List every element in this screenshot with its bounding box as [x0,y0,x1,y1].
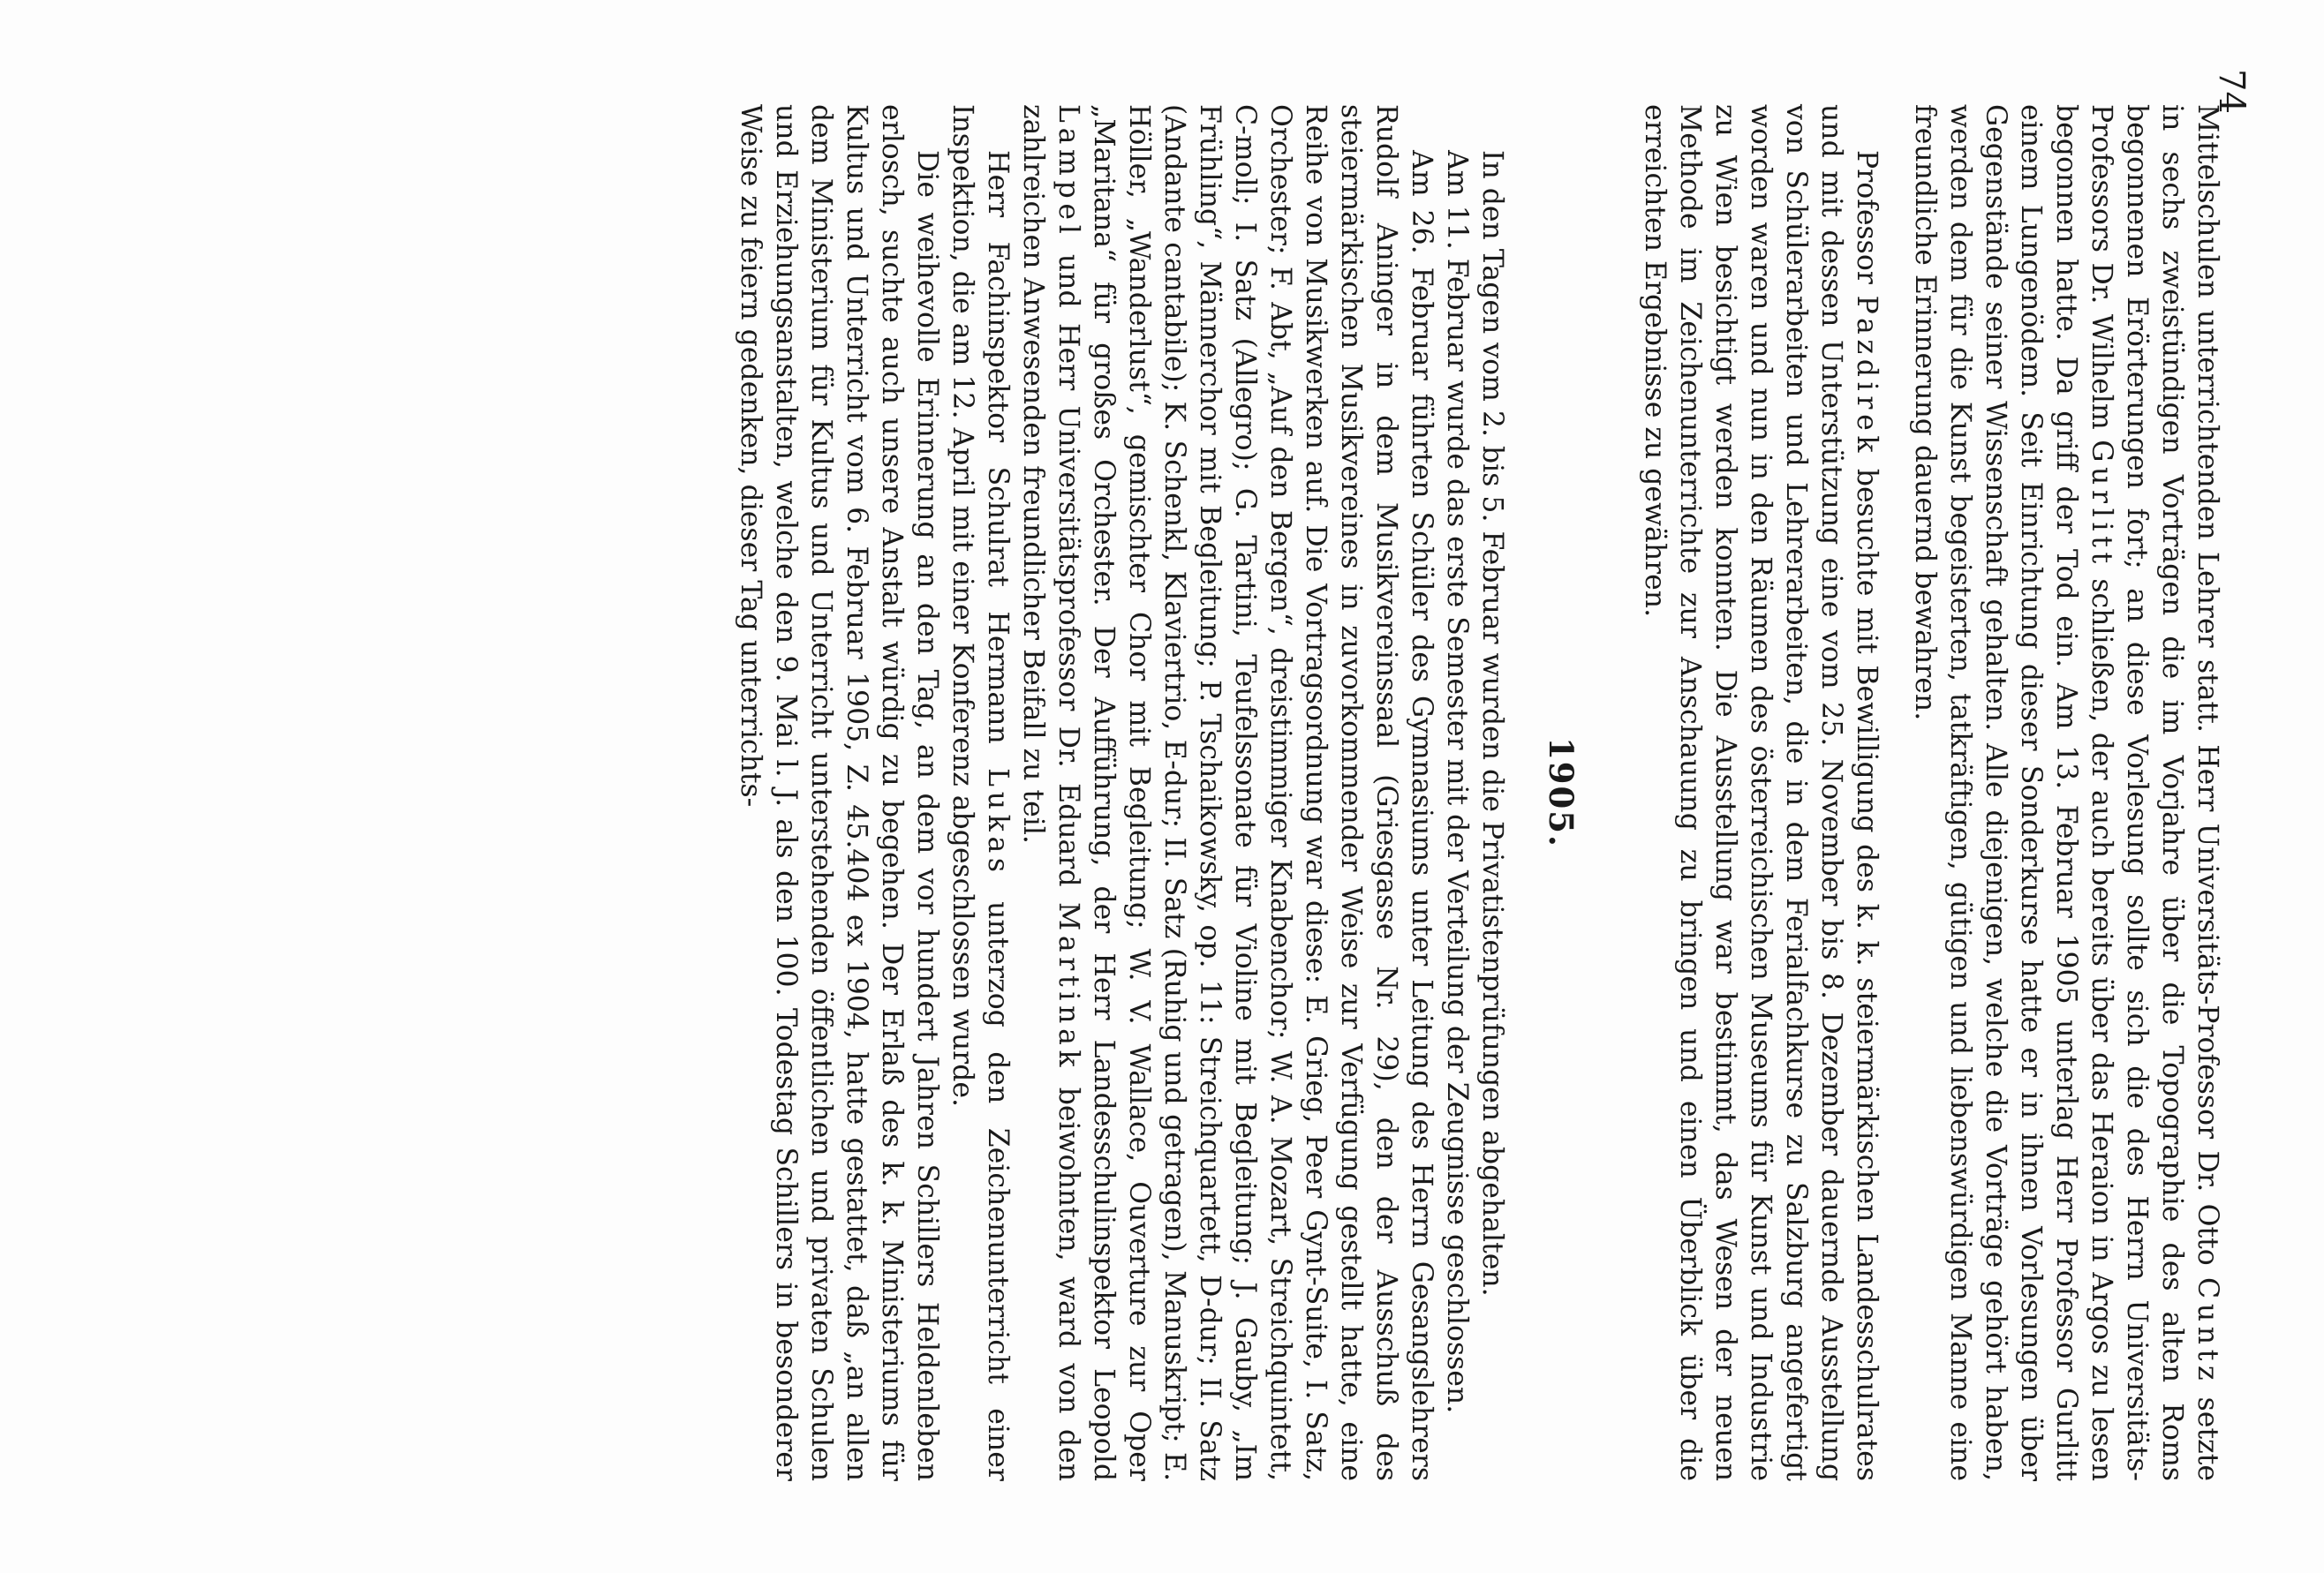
paragraph-text: unterzog den Zeichenunterricht einer Inspektion, die am 12. April mit einer Konferenz abgeschlossen wurde. [947,104,1014,1481]
spaced-name-martinak: Martinak [1053,901,1084,1072]
spaced-name-gurlitt: Gurlitt [2086,440,2117,568]
paragraph-text: Mittelschulen unterrichtenden Lehrer statt. Herr Universitäts-Professor Dr. Otto [2192,104,2223,1278]
year-heading: 1905. [1542,737,1581,848]
spaced-name-lukas: Lukas [982,768,1014,877]
paragraph-gap [1884,104,1907,1481]
paragraph-schiller: Die weihevolle Erinnerung an den Tag, an dem vor hundert Jahren Schillers Heldenleben erlosch, suchte auch unsere Anstalt würdig zu begehen. Der Erlaß des k. k. Ministeriums für Kultus und Unterricht vom 6. Februar 1905, Z. 45.404 ex 1904, hatte gestattet, daß „an allen dem Ministerium für Kultus und Unterricht unterstehenden öffentlichen und privaten Schulen und Erziehungsanstalten, welche den 9. Mai l. J. als den 100. Todestag Schillers in besonderer Weise zu feiern gedenken, dieser Tag unterrichts- [735,104,943,1481]
paragraph-text: Am 26. Februar führten Schüler des Gymnasiums unter Leitung des Herrn Gesangslehrers Rudolf Aninger in dem Musikvereinssaal (Griesgasse Nr. 29), den der Ausschuß des steiermärkischen Musikvereines in zuvorkommender Weise zur Verfügung gestellt hatte, eine Reihe von Musikwerken auf. Die Vortragsordnung war diese: E. Grieg, Peer Gynt-Suite, I. Satz, Orchester; F. Abt, „Auf den Bergen“, dreistimmiger Knabenchor; W. A. Mozart, Streichquintett, C-moll; I. Satz (Allegro); G. Tartini, Teufelssonate für Violine mit Begleitung; J. Gauby, „Im Frühling“, Männerchor mit Begleitung; P. Tschaikowsky, op. 11: Streichquartett, D-dur; II. Satz (Andante cantabile); K. Schenkl, Klaviertrio, E-dur; II. Satz (Ruhig und getragen), Manuskript; E. Höller, „Wanderlust“, gemischter Chor mit Begleitung; W. V. Wallace, Ouverture zur Oper „Maritana“ für großes Orchester. Der Aufführung, der Herr Landesschulinspektor Leopold [1088,104,1437,1481]
paragraph-text: beiwohnten, ward von den zahlreichen Anwesenden freundlicher Beifall zu teil. [1017,104,1084,1481]
paragraph-text: besuchte mit Bewilligung des k. k. steiermärkischen Landesschulrates und mit dessen Unterstützung eine vom 25. November bis 8. Dezember dauernde Ausstellung von Schülerarbeiten und Lehrerarbeiten, die in dem Ferialfachkurse zu Salzburg angefertigt worden waren und nun in den Räumen des österreichischen Museums für Kunst und Industrie zu Wien besichtigt werden konnten. Die Ausstellung war bestimmt, das Wesen der neuen Methode im Zeichenunterrichte zur Anschauung zu bringen und einen Überblick über die erreichten Ergebnisse zu gewähren. [1639,104,1883,1481]
paragraph-privatist-exams: In den Tagen vom 2. bis 5. Februar wurden die Privatistenprüfungen abgehalten. [1476,150,1508,1297]
paragraph-text: setzte in sechs zweistündigen Vorträgen die im Vorjahre über die Topographie des alten Roms begonnenen Erörterungen fort; an diese Vorlesung sollte sich die des Herrn Universitäts-Professors Dr. Wilhelm [2086,104,2223,1481]
page-number: 74 [2211,69,2252,114]
paragraph-inspection [945,104,1015,1481]
spaced-name-pazdirek: Pazdirek [1851,295,1883,458]
text-column [733,104,2225,1481]
paragraph-semester-end: Am 11. Februar wurde das erste Semester mit der Verteilung der Zeugnisse geschlossen. [1441,150,1473,1414]
spaced-name-cuntz: Cuntz [2192,1277,2223,1386]
paragraph-lecture-series [1907,104,2225,1481]
paragraph-text: Professor [1851,150,1883,296]
spaced-name-lampel: Lampel [1053,104,1084,239]
paragraph-text: schließen, der auch bereits über das Heraion in Argos zu lesen begonnen hatte. Da griff der Tod ein. Am 13. Februar 1905 unterlag Herr Professor Gurlitt einem Lungenödem. Seit Einrichtung dieser Sonderkurse hatte er in ihnen Vorlesungen über Gegenstände seiner Wissenschaft gehalten. Alle diejenigen, welche die Vorträge gehört haben, werden dem für die Kunst begeisterten, tatkräftigen, gütigen und liebenswürdigen Manne eine freundliche Erinnerung dauernd bewahren. [1909,104,2117,1481]
paragraph-text: Herr Fachinspektor Schulrat Hermann [982,150,1014,769]
paragraph-text: und Herr Universitätsprofessor Dr. Eduard [1053,238,1084,902]
paragraph-concert [1015,104,1439,1481]
paragraph-pazdirek [1637,104,1884,1481]
